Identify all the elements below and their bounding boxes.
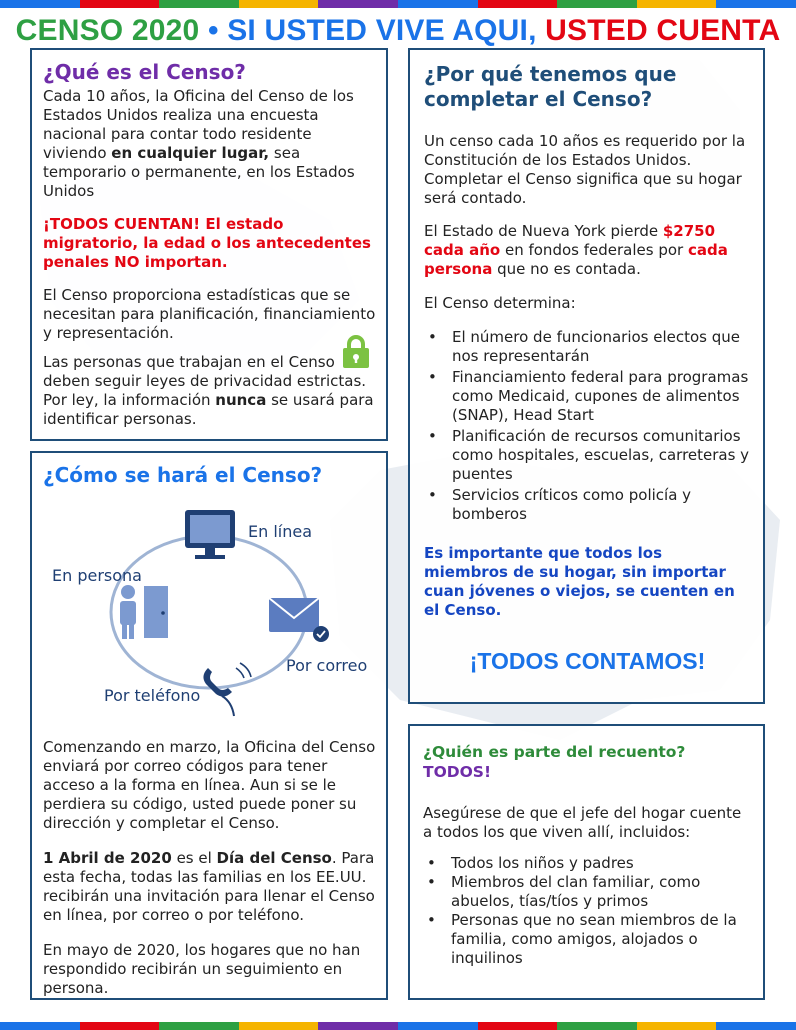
como-paragraph-3: En mayo de 2020, los hogares que no han respondido recibirán un seguimiento en persona. — [43, 941, 361, 997]
como-paragraph-1: Comenzando en marzo, la Oficina del Censo enviará por correo códigos para tener acceso a la forma en línea. Aun si se le perdiera su código, usted puede poner su dirección y completar el Censo. — [43, 738, 376, 832]
que-es-paragraph-3: El Censo proporciona estadísticas que se necesitan para planificación, financiamiento y representación. — [43, 286, 376, 342]
que-es-title: ¿Qué es el Censo? — [43, 60, 246, 84]
computer-icon — [185, 510, 235, 559]
list-item: • Personas que no sean miembros de la familia, como amigos, alojados o inquilinos — [423, 911, 751, 968]
por-que-amount: $2750 cada año — [424, 222, 716, 259]
importante-paragraph: Es importante que todos los miembros de su hogar, sin importar cuan jóvenes o viejos, se cuenten en el Censo. — [424, 544, 735, 619]
que-es-p4-text: Las personas que trabajan en el Censo deben seguir leyes de privacidad estrictas. Por ley, la información — [43, 353, 367, 409]
dia-text: es el — [171, 849, 217, 867]
envelope-icon — [269, 598, 329, 642]
todos-contamos-slogan: ¡TODOS CONTAMOS! — [469, 648, 706, 674]
que-es-p4-bold: nunca — [215, 391, 267, 409]
title-part-cuenta: USTED CUENTA — [536, 14, 781, 47]
quien-list — [423, 854, 751, 968]
por-que-p2-text: El Estado de Nueva York pierde — [424, 222, 663, 240]
title-part-vive: SI USTED VIVE AQUI, — [227, 14, 537, 47]
que-es-censo-section — [30, 48, 388, 441]
por-que-p2-end: que no es contada. — [492, 260, 641, 278]
dia-del-censo-paragraph — [43, 849, 376, 925]
por-que-p2-middle: en fondos federales por — [500, 241, 688, 259]
label-en-linea: En línea — [248, 522, 313, 541]
todos-cuentan-paragraph — [43, 215, 378, 272]
como-title: ¿Cómo se hará el Censo? — [43, 463, 323, 487]
title-separator: • — [199, 14, 228, 47]
que-es-paragraph-1 — [43, 87, 378, 201]
title-part-censo: CENSO 2020 — [15, 14, 200, 47]
list-item: • Miembros del clan familiar, como abuelos, tías/tíos y primos — [423, 873, 751, 911]
que-es-p4-end: se usará para identificar personas. — [43, 391, 374, 428]
todos-cuentan-text: ¡TODOS CUENTAN! — [43, 215, 206, 233]
label-en-persona: En persona — [52, 566, 142, 585]
list-item: • Todos los niños y padres — [423, 854, 751, 873]
label-por-telefono: Por teléfono — [104, 686, 201, 705]
censo-determina-label: El Censo determina: — [424, 294, 576, 312]
response-methods-diagram — [32, 488, 386, 736]
dia-detail: . Para esta fecha, todas las familias en los EE.UU. recibirán una invitación para llenar el Censo en línea, por correo o por teléfono. — [43, 849, 375, 924]
que-es-p1-text: Cada 10 años, la Oficina del Censo de los Estados Unidos realiza una encuesta nacional para contar todo residente viviendo — [43, 87, 354, 162]
por-que-paragraph-2 — [424, 222, 751, 279]
quien-title-todos: TODOS! — [423, 763, 492, 781]
list-item: • El número de funcionarios electos que nos representarán — [424, 328, 751, 366]
censo-date: 1 Abril de 2020 — [43, 849, 172, 867]
list-item: • Servicios críticos como policía y bomberos — [424, 486, 751, 524]
por-que-cada-persona: cada persona — [424, 241, 728, 278]
todos-cuentan-detail: El estado migratorio, la edad o los antecedentes penales NO importan. — [43, 215, 371, 271]
lock-icon — [342, 335, 370, 369]
que-es-p1-end: sea temporario o permanente, en los Estados Unidos — [43, 144, 355, 200]
por-que-section — [408, 48, 765, 704]
como-se-hara-section — [30, 451, 388, 1000]
por-que-title: ¿Por qué tenemos que completar el Censo? — [424, 62, 677, 111]
diagram-graphics — [32, 488, 390, 736]
label-por-correo: Por correo — [286, 656, 368, 675]
quien-paragraph: Asegúrese de que el jefe del hogar cuente a todos los que viven allí, incluidos: — [423, 804, 742, 841]
que-es-p1-bold: en cualquier lugar, — [111, 144, 270, 162]
quien-title — [423, 742, 751, 782]
por-que-paragraph-1: Un censo cada 10 años es requerido por la Constitución de los Estados Unidos. Completar el Censo significa que su hogar será contado. — [424, 132, 746, 207]
list-item: • Planificación de recursos comunitarios como hospitales, escuelas, carreteras y puentes — [424, 427, 751, 484]
quien-title-question: ¿Quién es parte del recuento? — [423, 743, 686, 761]
list-item: • Financiamiento federal para programas como Medicaid, cupones de alimentos (SNAP), Head Start — [424, 368, 751, 425]
person-at-door-icon — [120, 585, 168, 639]
quien-section — [408, 724, 765, 1000]
censo-determina-list — [424, 328, 751, 524]
phone-icon — [203, 663, 251, 716]
dia-del-censo-label: Día del Censo — [216, 849, 332, 867]
page-title — [0, 14, 796, 48]
que-es-paragraph-4 — [43, 353, 378, 429]
